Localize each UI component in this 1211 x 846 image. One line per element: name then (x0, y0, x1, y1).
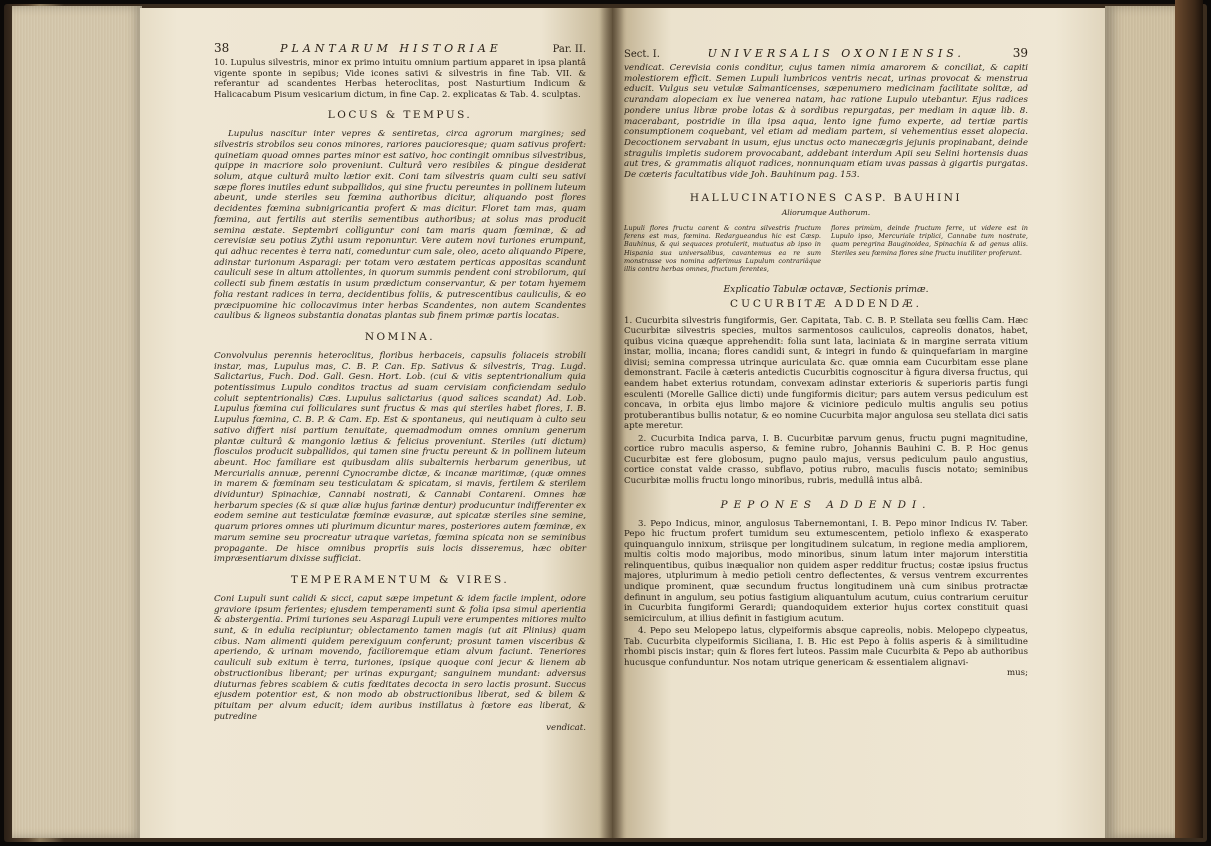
right-catchword: mus; (1007, 668, 1028, 679)
heading-pepones: PEPONES ADDENDI. (720, 498, 932, 511)
explicatio-heading: Explicatio Tabulæ octavæ, Sectionis primæ. (723, 283, 929, 295)
right-running-head (624, 46, 1028, 60)
heading-nomina: NOMINA. (364, 330, 436, 343)
right-page-edges (1105, 6, 1175, 838)
locus-text: Lupulus nascitur inter vepres & sentiretas, circa agrorum margines; sed silvestris strobilos seu conos minores, rariores paucioresque; quam sativus profert: quinetiam quoad omnes partes minor est sativo, hoc contingit omnibus silvestribus, quippe in macriore solo proveniunt. Culturâ vero resibiles & pingue desiderat solum, atque culturâ multo lætior exit. Coni tam silvestris quam culti seu sativi sæpe flores inutiles edunt subpallidos, qui sine fructu pereuntes in pollinem luteum abeunt, unde steriles seu fœmina authoribus dicitur, aliquando post flores decidentes fœmina subnigricantia profert & mas dicitur. Floret tam mas, quam fœmina, aut fertilis aut sterilis sementibus authoribus; at solus mas producit semina æstate. Septembri colliguntur coni tam maris quam fœminæ, & ad cerevisiæ seu potius Zythi usum reponuntur. Vere autem novi turiones erumpunt, qui adhuc recentes è terra nati, comeduntur cum sale, oleo, aceto aliquando Pipere, adinstar turionum Asparagi: per totam vero æstatem perticas appositas scandunt cauliculi sese in altum attollentes, in quorum summis pendent coni strobilorum, qui collecti sub finem æstatis in usum prædictum conservantur, & per totam hyemem folia restant radices in terra, decidentibus foliis, & putrescentibus cauliculis, & eo præcipuomine hic collocavimus inter herbas Scandentes, non autem Scandentes caulibus & ligneos substantia donatas plantas sub finem primæ partis locatas. (214, 129, 586, 322)
nomina-text: Convolvulus perennis heteroclitus, floribus herbaceis, capsulis foliaceis strobili instar, mas, Lupulus mas, C. B. P. Can. Ep. Sativus & silvestris, Trag. Lugd. Salictarius, Fuch. Dod. Gall. Gesn. Hort. Lob. (cui & vitis septentrionalium quia potentissimus Lupulo conditos tractus ad suam cervisiam conficiendam sedulo coluit septentrionalis) Cæs. Lupulus salictarius (quod salices scandat) Ad. Lob. Lupulus fœmina cui folliculares sunt fructus & mas qui steriles habet flores, I. B. Lupulus fœmina, C. B. P. & Cam. Ep. Est & spontaneus, qui neutiquam à culto seu sativo differt nisi partium tenuitate, quemadmodum omnes omnium generum plantæ culturâ & mangonio lætius & felicius proveniunt. Steriles (uti dictum) flosculos producit subpallidos, qui tamen sine fructu pereunt & in pollinem luteum abeunt. Hoc familiare est quibusdam aliis subalternis herbarum generibus, ut Mercurialis annuæ, perenni Cynocrambe dictæ, & incanæ maritimæ, (quæ omnes in marem & fœminam seu testiculatam & spicatam, si mavis, fertilem & sterilem dividuntur) Spinachiæ, Cannabi nostrati, & Cannabi Contareni. Omnes hæ herbarum species (& si quæ aliæ hujus farinæ dentur) producuntur indifferenter ex eodem semine aut testiculatæ fœminæ evasuræ, aut spicatæ steriles sine semine, quarum priores omnes uti plurimum dicuntur mares, posteriores autem fœminæ, ex marum semine seu procreatur utraque varietas, fœmina spicata non se seminibus propagante. De hisce omnibus propriis suis locis disseremus, hæc obiter impræsentiarum dixisse sufficiat. (214, 350, 586, 565)
subhead-hallucinationes: Aliorumque Authorum. (781, 207, 871, 217)
opening-text: vendicat. Cerevisia conis conditur, cujus tamen nimia amarorem & conciliat, & capiti molestiorem efficit. Semen Lupuli lumbricos ventris necat, urinas provocat & menstrua educit. Vulgus seu vetulæ Salmanticenses, sæpenumero medicinam facilitate solitæ, ad curandam alopeciam ex lue venerea natam, hac ratione Lupulo utebantur. Ejus radices pondere unius libræ probe lotas & à sordibus repurgatas, per mediam in aquæ lib. 8. macerabant, postridie in illa ipsa aqua, lento igne fumo experte, ad tertiæ partis consumptionem coquebant, vel etiam ad mediam partem, si vehementius esset alopecia. Decoctionem servabant in usum, ejus unctus octo manecægris jejunis propinabant, deinde stragulis impletis sudorem provocabant, addebant interdum Apii seu Selini hortensis duas aut tres, & grammatis aliquot radices, nonnunquam etiam uvas passas à gigartis purgatas. De cæteris facultatibus vide Joh. Bauhinum pag. 153. (624, 63, 1028, 181)
heading-cucurbitae: CUCURBITÆ ADDENDÆ. (730, 297, 922, 310)
heading-temperamentum: TEMPERAMENTUM & VIRES. (290, 573, 510, 586)
paragraph-10: 10. Lupulus silvestris, minor ex primo intuitu omnium partium apparet in ipsa plantâ vigente sponte in sepibus; Vide icones sativi & silvestris in fine Tab. VII. & referantur ad scandentes Herbas heteroclitas, post Nasturtium Indicum & Halicacabum Pisum vesicarium dictum, in fine Cap. 2. explicatas & Tab. 4. sculptas. (214, 58, 586, 100)
right-page-content (624, 46, 1028, 678)
pepo-3: 3. Pepo Indicus, minor, angulosus Tabernemontani, I. B. Pepo minor Indicus IV. Taber. Pepo hic fructum profert tumidum seu extumescentem, petiolo inflexo & exasperato quinquangulo innixum, striisque per longitudinem sulcatum, in regione media ampliorem, multis coltis modo majoribus, modo minoribus, sinum latum inter majorum interstitia relinquentibus, quibus inæqualior non quidem asper redditur fructus; costæ ipsius fructus majores, utplurimum à medio petioli centro deflectentes, & versus ventrem excurrentes undique prominent, quæ secundum fructus longitudinem unà cum sinibus protractæ definunt in angulum, seu potius fastigium aliquantulum acutum, cuius contrarium ceruitur in Cucurbita fungiformi Gerardi; quandoquidem exterior hujus cortex constituit quasi semicirculum, at illius definit in fastigium acutum. (624, 518, 1028, 624)
left-running-title: PLANTARUM HISTORIAE (280, 42, 502, 55)
book-cover-edge (1175, 0, 1203, 838)
right-page (612, 8, 1105, 838)
right-page-number: 39 (1012, 46, 1028, 60)
right-section-note: Sect. I. (624, 49, 660, 60)
hallucinationes-columns (624, 224, 1028, 274)
hallucinationes-col-1: Lupuli flores fructu carent & contra silvestris fructum ferens est mas, fœmina. Redargueandus hic est Cæsp. Bauhinus, & qui sequaces protulerit, mutuatus ab ipso in Hispania sua universalibus, cavantemus ea re sum monstrasse vos nomina adferimus Lupulum contrariâque illis contra herbas omnes, fructum ferentes, (624, 223, 821, 274)
pepo-4: 4. Pepo seu Melopepo latus, clypeiformis absque capreolis, nobis. Melopepo clypeatus, Tab. Cucurbita clypeiformis Siciliana, I. B. Hic est Pepo à foliis asperis & à similitudine rhombi piscis instar; quin & flores fert luteos. Passim male Cucurbita & Pepo ab authoribus hucusque confunduntur. Nos notam utrique genericam & essentialem alignavi- (624, 626, 1028, 668)
right-running-title: UNIVERSALIS OXONIENSIS. (707, 47, 965, 60)
left-page-edges (12, 6, 142, 838)
left-running-head (214, 41, 586, 55)
left-page (140, 8, 612, 838)
left-part-note: Par. II. (552, 44, 586, 55)
left-page-number: 38 (214, 41, 230, 55)
hallucinationes-col-2: flores primùm, deinde fructum ferre, ut videre est in Lupulo ipso, Mercuriale triplici, Cannabe tum nostrate, quam peregrina Bauginoidea, Spinachia & ad genus aliis. Steriles seu fœmina flores sine fructu inutiliter proferunt. (831, 223, 1028, 257)
left-catchword: vendicat. (546, 723, 586, 734)
left-page-content (214, 41, 586, 733)
heading-hallucinationes: HALLUCINATIONES CASP. BAUHINI (689, 191, 963, 204)
cucurbita-1: 1. Cucurbita silvestris fungiformis, Ger. Capitata, Tab. C. B. P. Stellata seu fœllis Cam. Hæc Cucurbitæ silvestris species, multos sarmentosos cauliculos, capreolis donatos, habet, quibus vicina quæque apprehendit: folia sunt lata, laciniata & in margine serrata vitium instar, mollia, incana; flores candidi sunt, & integri in fundo & quinquefariam in margine divisi; semina compressa utrinque auriculata &c. quæ omnia eam Cucurbitam esse plane demonstrant. Facile à cæteris antedictis Cucurbitis cognoscitur à figura diversa fructus, qui eandem habet exterius rotundam, convexam adinstar exterioris & superioris partis fungi esculenti (Morelle Gallice dicti) unde fungiformis dicitur; pars autem versus pediculum est concava, in orbita ejus limbo majore & viciniore pediculo multis angulis seu potius protuberantibus bullis notatur, & eo nomine Cucurbita major angulosa seu stellata dici satis apte meretur. (624, 315, 1028, 432)
temperamentum-text: Coni Lupuli sunt calidi & sicci, caput sæpe impetunt & idem facile implent, odore graviore ipsum ferientes; ejusdem temperamenti sunt & folia ipsa simul aperientia & abstergentia. Primi turiones seu Asparagi Lupuli vere erumpentes mitiores multo sunt, & in edulia recipiuntur; oblectamento tamen magis (ut ait Plinius) quam cibus. Nam alimenti quidem perexiguum conferunt; prosunt tamen visceribus & aperiendo, & urinam movendo, facilioremque etiam alvum faciunt. Teneriores cauliculi sub exitum è terra, turiones, ipsique quoque coni jecur & lienem ab obstructionibus liberant; per urinas expurgant; sanguinem mundant: adversus diuturnas febres scabiem & cutis fœditates decocta in sero lactis prosunt. Succus ejusdem potentior est, & non modo ab obstructionibus liberat, sed & bilem & pituitam per alvum educit; idem auribus instillatus à fœtore eas liberat, & putredine (214, 593, 586, 722)
cucurbita-2: 2. Cucurbita Indica parva, I. B. Cucurbitæ parvum genus, fructu pugni magnitudine, cortice rubro maculis asperso, & femine rubro, Johannis Bauhini C. B. P. Hoc genus Cucurbitæ est fere globosum, pugno paulo majus, versus pediculum paulo angustius, cortice constat valde crasso, subflavo, potius rubro, maculis fuscis notato; seminibus Cucurbitæ mollis fructu longo minoribus, rubris, medullâ intus albâ. (624, 433, 1028, 487)
heading-locus-tempus: LOCUS & TEMPUS. (327, 109, 473, 122)
